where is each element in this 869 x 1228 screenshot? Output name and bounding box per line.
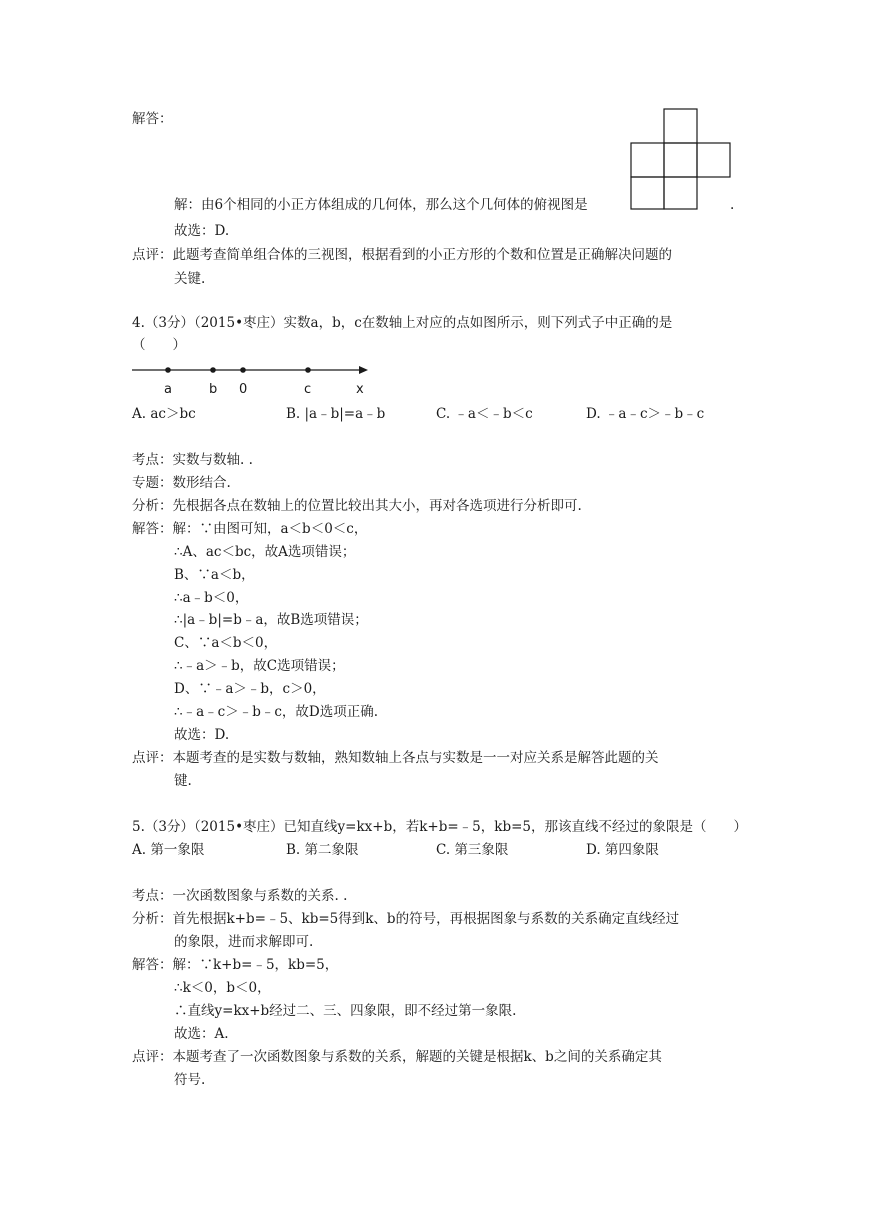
q3-solution-end: .: [730, 197, 735, 213]
q4-jieda-line-9: ∴﹣a﹣c＞﹣b﹣c，故D选项正确.: [174, 704, 379, 720]
label-x: x: [356, 382, 364, 397]
q3-answer-label: 解答：: [132, 111, 173, 127]
q5-option-b: B. 第二象限: [286, 842, 359, 858]
q5-kaodian: 考点：一次函数图象与系数的关系. .: [132, 888, 348, 904]
q4-jieda-line-6: C、∵a＜b＜0，: [174, 635, 278, 651]
q4-jieda-line-1: 解答：解：∵由图可知，a＜b＜0＜c，: [132, 521, 368, 537]
q5-option-c: C. 第三象限: [436, 842, 509, 858]
q4-jieda-line-5: ∴|a﹣b|=b﹣a，故B选项错误；: [174, 612, 368, 628]
q5-option-d: D. 第四象限: [586, 842, 659, 858]
q4-choice: 故选：D.: [174, 727, 230, 743]
q5-jieda-line-2: ∴k＜0，b＜0，: [174, 980, 271, 996]
q5-fenxi-line-2: 的象限，进而求解即可.: [174, 934, 314, 950]
label-zero: 0: [239, 382, 248, 397]
q4-comment-line-2: 键.: [174, 773, 192, 789]
q3-comment-line-2: 关键.: [174, 271, 206, 287]
q4-jieda-line-8: D、∵﹣a＞﹣b，c＞0，: [174, 681, 326, 697]
q4-stem-line-1: 4.（3分）（2015•枣庄）实数a，b，c在数轴上对应的点如图所示，则下列式子中正确的是: [132, 315, 673, 331]
q5-option-a: A. 第一象限: [132, 842, 205, 858]
top-view-figure: [630, 108, 732, 210]
q4-jieda-line-3: B、∵a＜b，: [174, 567, 255, 583]
label-c: c: [304, 382, 312, 397]
point-c: [305, 367, 311, 373]
q4-comment-line-1: 点评：本题考查的是实数与数轴，熟知数轴上各点与实数是一一对应关系是解答此题的关: [132, 750, 659, 766]
q4-option-a: A. ac＞bc: [132, 406, 196, 422]
q4-option-b: B. |a﹣b|=a﹣b: [286, 406, 386, 422]
q4-option-d: D. ﹣a﹣c＞﹣b﹣c: [586, 406, 705, 422]
q5-comment-line-1: 点评：本题考查了一次函数图象与系数的关系，解题的关键是根据k、b之间的关系确定其: [132, 1049, 662, 1065]
q4-jieda-line-4: ∴a﹣b＜0，: [174, 590, 249, 606]
q5-stem: 5.（3分）（2015•枣庄）已知直线y=kx+b，若k+b=﹣5，kb=5，那该直线不经过的象限是（ ）: [132, 819, 747, 835]
q4-jieda-line-2: ∴A、ac＜bc，故A选项错误；: [174, 544, 356, 560]
point-zero: [240, 367, 246, 373]
q4-stem-line-2: （ ）: [132, 337, 186, 353]
q3-solution-text: 解：由6个相同的小正方体组成的几何体，那么这个几何体的俯视图是: [174, 197, 588, 213]
q5-comment-line-2: 符号.: [174, 1072, 206, 1088]
q4-jieda-line-7: ∴﹣a＞﹣b，故C选项错误；: [174, 658, 345, 674]
q3-choice: 故选：D.: [174, 223, 230, 239]
q3-comment-line-1: 点评：此题考查简单组合体的三视图，根据看到的小正方形的个数和位置是正确解决问题的: [132, 247, 672, 263]
q4-option-c: C. ﹣a＜﹣b＜c: [436, 406, 533, 422]
q5-jieda-line-1: 解答：解：∵k+b=﹣5，kb=5，: [132, 957, 339, 973]
point-a: [165, 367, 171, 373]
q5-jieda-line-3: ∴直线y=kx+b经过二、三、四象限，即不经过第一象限.: [174, 1003, 517, 1019]
number-line-figure: [130, 360, 370, 400]
q5-fenxi-line-1: 分析：首先根据k+b=﹣5、kb=5得到k、b的符号，再根据图象与系数的关系确定直线经过: [132, 911, 680, 927]
q4-zhuanti: 专题：数形结合.: [132, 475, 231, 491]
label-b: b: [209, 382, 218, 397]
q5-choice: 故选：A.: [174, 1026, 229, 1042]
point-b: [210, 367, 216, 373]
label-a: a: [164, 382, 172, 397]
q4-kaodian: 考点：实数与数轴. .: [132, 452, 253, 468]
q4-fenxi: 分析：先根据各点在数轴上的位置比较出其大小，再对各选项进行分析即可.: [132, 498, 582, 514]
